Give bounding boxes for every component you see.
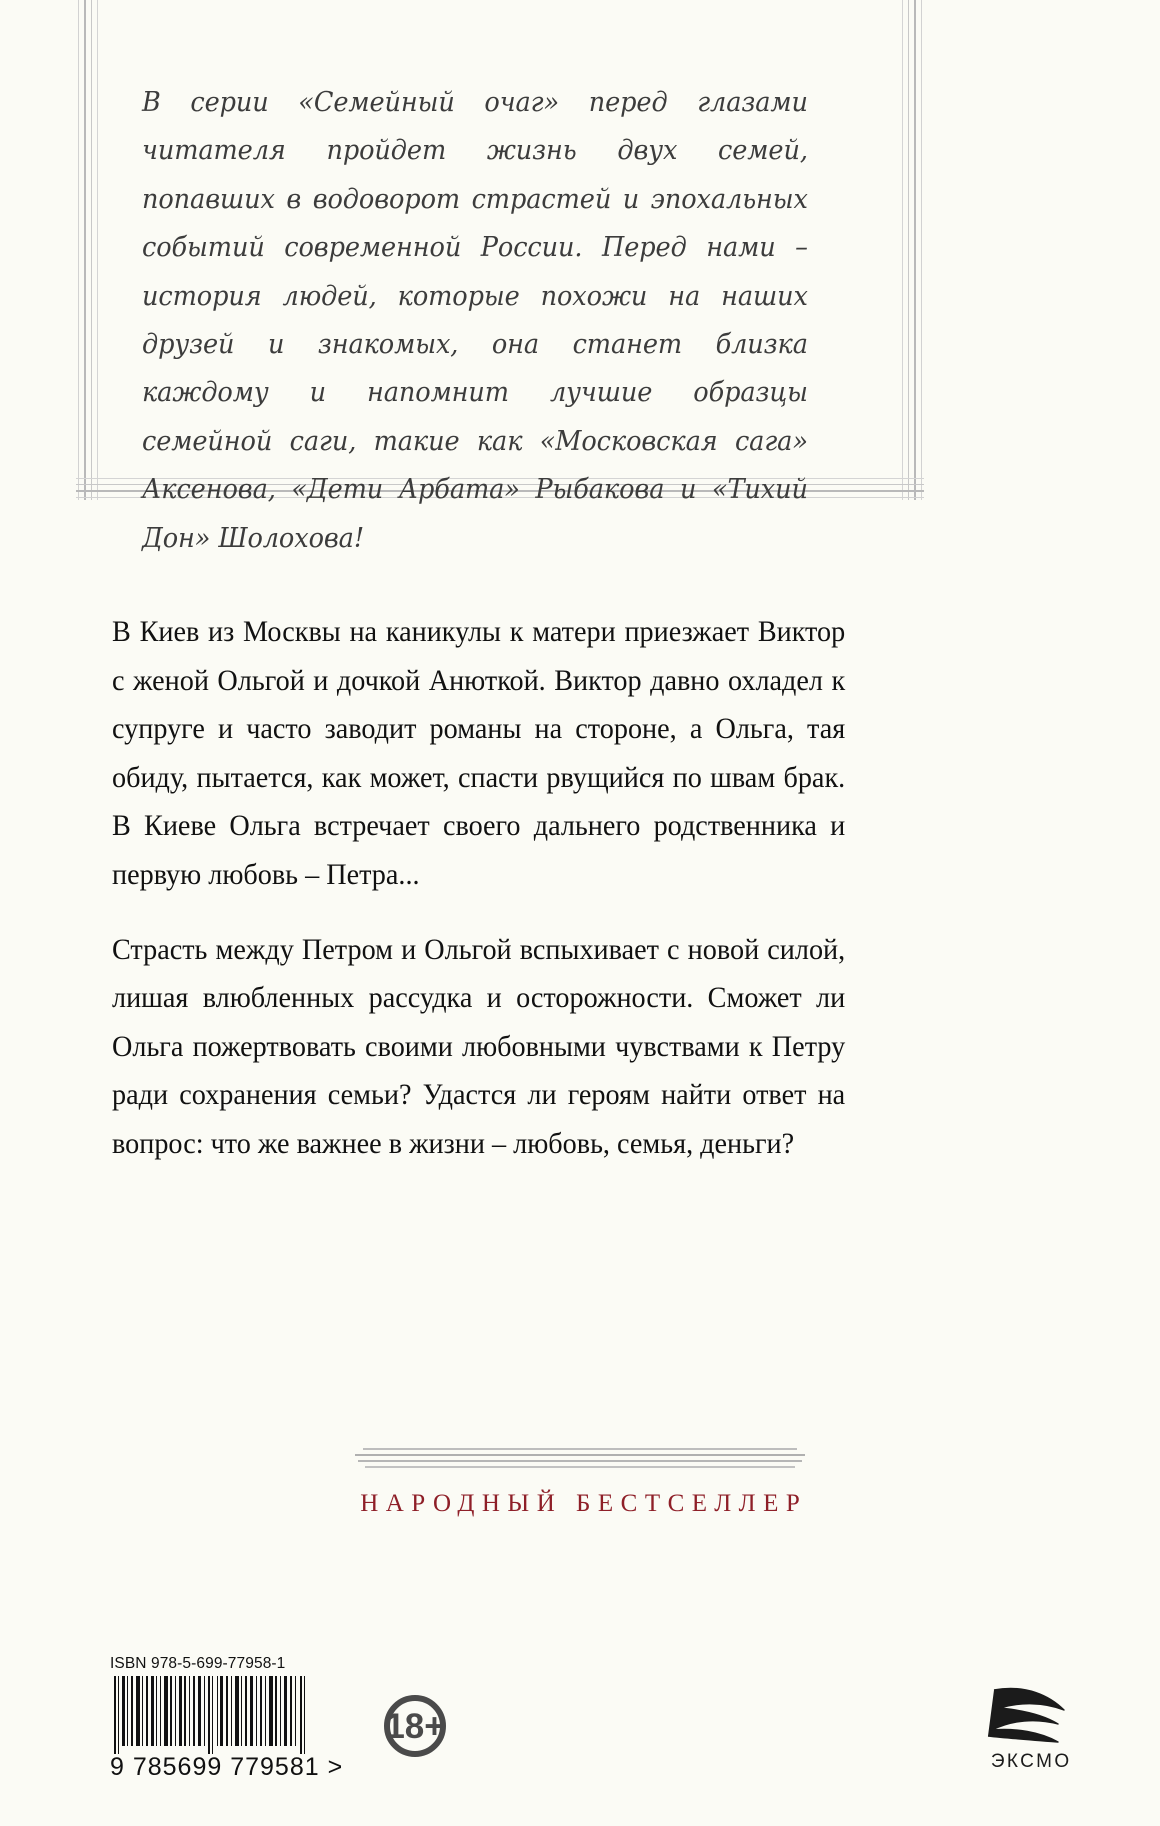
publisher-logo [972,1680,1088,1773]
frame-rule-line [78,0,79,500]
frame-rule-line [84,0,86,500]
isbn-number: ISBN 978-5-699-77958-1 [110,1655,286,1672]
annotation-paragraph-1: В Киев из Москвы на каникулы к матери приезжает Виктор с женой Ольгой и дочкой Анюткой. Виктор давно охладел к супруге и часто заводит романы на стороне, а Ольга, тая обиду, пытается, как может, спасти рвущийся по швам брак. В Киеве Ольга встречает своего дальнего родственника и первую любовь – Петра... [112,615,846,891]
divider-line [358,1460,802,1462]
frame-rule-line [902,0,903,500]
series-blurb-frame [76,0,924,554]
frame-rule-line [97,0,98,500]
age-rating-18-plus-icon [382,1693,448,1759]
frame-border-left [76,0,102,500]
barcode-icon [110,1676,325,1754]
frame-rule-line [908,0,909,500]
isbn-barcode-block [110,1655,344,1782]
bestseller-tagline: НАРОДНЫЙ БЕСТСЕЛЛЕР [360,1490,808,1517]
divider-line [363,1448,797,1450]
frame-border-right [898,0,924,500]
book-annotation [112,608,892,1169]
eksmo-mark-icon [986,1680,1074,1746]
divider-line [365,1466,795,1468]
frame-rule-line [91,0,92,500]
divider-line [355,1454,805,1456]
series-blurb-text: В серии «Семейный очаг» перед глазами читателя пройдет жизнь двух семей, попавших в водоворот страстей и эпохальных событий современной России. Перед нами – история людей, которые похожи на наших друзей и знакомых, она станет близка каждому и напомнит лучшие образцы семейной саги, такие как «Московская сага» Аксенова, «Дети Арбата» Рыбакова и «Тихий Дон» Шолохова! [142,86,808,554]
ornamental-divider [355,1448,805,1470]
age-rating-label: 18+ [385,1707,445,1746]
annotation-paragraph-2: Страсть между Петром и Ольгой вспыхивает с новой силой, лишая влюбленных рассудка и осторожности. Сможет ли Ольга пожертвовать своими любовными чувствами к Петру ради сохранения семьи? Удастся ли героям найти ответ на вопрос: что же важнее в жизни – любовь, семья, деньги? [112,932,846,1160]
publisher-name: ЭКСМО [990,1751,1072,1772]
barcode-number: 9 785699 779581 > [110,1753,344,1781]
frame-rule-line [921,0,922,500]
frame-rule-line [914,0,916,500]
